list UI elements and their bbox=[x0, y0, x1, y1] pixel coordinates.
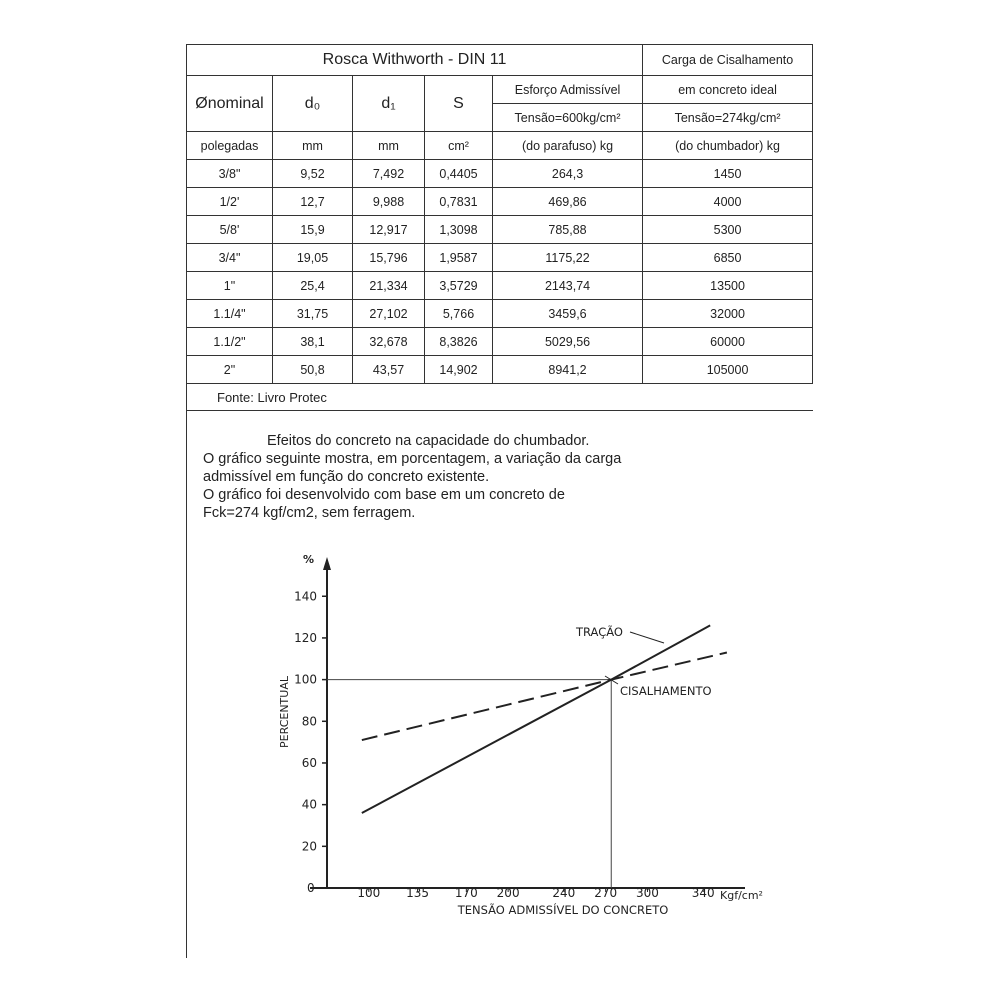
table-cell: 5/8' bbox=[187, 216, 273, 244]
y-tick-label: 40 bbox=[301, 797, 317, 812]
table-title: Rosca Withworth - DIN 11 bbox=[187, 45, 643, 76]
table-cell: 7,492 bbox=[353, 160, 425, 188]
table-cell: 5300 bbox=[643, 216, 813, 244]
header-esforco: Esforço Admissível bbox=[493, 76, 643, 104]
y-axis-arrow bbox=[323, 557, 331, 570]
x-tick-label: 100 bbox=[357, 886, 381, 900]
x-tick-label: 340 bbox=[691, 886, 715, 900]
table-cell: 12,917 bbox=[353, 216, 425, 244]
unit-cell: (do chumbador) kg bbox=[643, 132, 813, 160]
table-cell: 38,1 bbox=[273, 328, 353, 356]
x-tick-label: 300 bbox=[636, 886, 659, 900]
y-tick-label: 60 bbox=[301, 755, 317, 770]
table-cell: 25,4 bbox=[273, 272, 353, 300]
table-cell: 2" bbox=[187, 356, 273, 384]
header-d0: d₀ bbox=[273, 76, 353, 132]
table-cell: 13500 bbox=[643, 272, 813, 300]
header-d1: d₁ bbox=[353, 76, 425, 132]
table-cell: 3/8" bbox=[187, 160, 273, 188]
y-tick-label: 80 bbox=[301, 714, 317, 729]
unit-cell: polegadas bbox=[187, 132, 273, 160]
table-cell: 14,902 bbox=[425, 356, 493, 384]
table-cell: 1.1/4" bbox=[187, 300, 273, 328]
y-tick-label: 120 bbox=[294, 630, 317, 645]
table-cell: 50,8 bbox=[273, 356, 353, 384]
x-tick-label: 135 bbox=[406, 886, 430, 900]
x-tick-label: 270 bbox=[594, 886, 618, 900]
table-cell: 31,75 bbox=[273, 300, 353, 328]
x-tick-label: 200 bbox=[496, 886, 520, 900]
table-cell: 21,334 bbox=[353, 272, 425, 300]
table-cell: 15,796 bbox=[353, 244, 425, 272]
description-line: O gráfico seguinte mostra, em porcentagem, a variação da carga bbox=[203, 451, 622, 467]
unit-cell: (do parafuso) kg bbox=[493, 132, 643, 160]
table-cell: 15,9 bbox=[273, 216, 353, 244]
table-cell: 2143,74 bbox=[493, 272, 643, 300]
unit-cell: mm bbox=[353, 132, 425, 160]
header-tensao-600: Tensão=600kg/cm² bbox=[493, 104, 643, 132]
x-tick-label: 170 bbox=[454, 886, 478, 900]
table-cell: 32000 bbox=[643, 300, 813, 328]
description-title: Efeitos do concreto na capacidade do chumbador. bbox=[267, 433, 590, 449]
origin-label: 0 bbox=[307, 881, 315, 895]
table-cell: 6850 bbox=[643, 244, 813, 272]
table-cell: 19,05 bbox=[273, 244, 353, 272]
shear-load-title: Carga de Cisalhamento bbox=[643, 45, 813, 76]
header-nominal: Ønominal bbox=[187, 76, 273, 132]
table-cell: 0,7831 bbox=[425, 188, 493, 216]
series-label-cisalhamento: CISALHAMENTO bbox=[620, 684, 712, 698]
table-cell: 1,3098 bbox=[425, 216, 493, 244]
y-tick-label: 140 bbox=[294, 589, 317, 604]
table-cell: 27,102 bbox=[353, 300, 425, 328]
x-unit-label: Kgf/cm² bbox=[720, 889, 763, 902]
header-em-concreto: em concreto ideal bbox=[643, 76, 813, 104]
tracao-leader bbox=[630, 632, 664, 643]
table-cell: 1" bbox=[187, 272, 273, 300]
table-cell: 5,766 bbox=[425, 300, 493, 328]
description-line: Fck=274 kgf/cm2, sem ferragem. bbox=[203, 505, 416, 521]
y-tick-label: 100 bbox=[294, 672, 317, 687]
table-cell: 9,52 bbox=[273, 160, 353, 188]
table-cell: 12,7 bbox=[273, 188, 353, 216]
table-cell: 1175,22 bbox=[493, 244, 643, 272]
y-axis-label: PERCENTUAL bbox=[278, 676, 291, 748]
description-line: admissível em função do concreto existente. bbox=[203, 469, 490, 485]
y-tick-label: 20 bbox=[301, 839, 317, 854]
table-cell: 1450 bbox=[643, 160, 813, 188]
table-cell: 3,5729 bbox=[425, 272, 493, 300]
table-cell: 32,678 bbox=[353, 328, 425, 356]
table-cell: 8941,2 bbox=[493, 356, 643, 384]
table-cell: 9,988 bbox=[353, 188, 425, 216]
table-cell: 264,3 bbox=[493, 160, 643, 188]
x-tick-label: 240 bbox=[552, 886, 576, 900]
unit-cell: cm² bbox=[425, 132, 493, 160]
table-cell: 3/4" bbox=[187, 244, 273, 272]
table-cell: 469,86 bbox=[493, 188, 643, 216]
unit-cell: mm bbox=[273, 132, 353, 160]
table-cell: 43,57 bbox=[353, 356, 425, 384]
table-cell: 1,9587 bbox=[425, 244, 493, 272]
table-cell: 105000 bbox=[643, 356, 813, 384]
table-cell: 8,3826 bbox=[425, 328, 493, 356]
table-cell: 3459,6 bbox=[493, 300, 643, 328]
table-cell: 785,88 bbox=[493, 216, 643, 244]
description-line: O gráfico foi desenvolvido com base em um concreto de bbox=[203, 487, 565, 503]
table-cell: 4000 bbox=[643, 188, 813, 216]
y-unit-label: % bbox=[303, 553, 315, 566]
table-cell: 60000 bbox=[643, 328, 813, 356]
header-tensao-274: Tensão=274kg/cm² bbox=[643, 104, 813, 132]
table-cell: 1/2' bbox=[187, 188, 273, 216]
table-cell: 1.1/2" bbox=[187, 328, 273, 356]
table-source: Fonte: Livro Protec bbox=[187, 384, 813, 411]
table-cell: 5029,56 bbox=[493, 328, 643, 356]
x-axis-label: TENSÃO ADMISSÍVEL DO CONCRETO bbox=[457, 903, 669, 917]
series-label-tracao: TRAÇÃO bbox=[576, 625, 623, 639]
series-line-tracao bbox=[362, 625, 710, 813]
table-cell: 0,4405 bbox=[425, 160, 493, 188]
header-s: S bbox=[425, 76, 493, 132]
